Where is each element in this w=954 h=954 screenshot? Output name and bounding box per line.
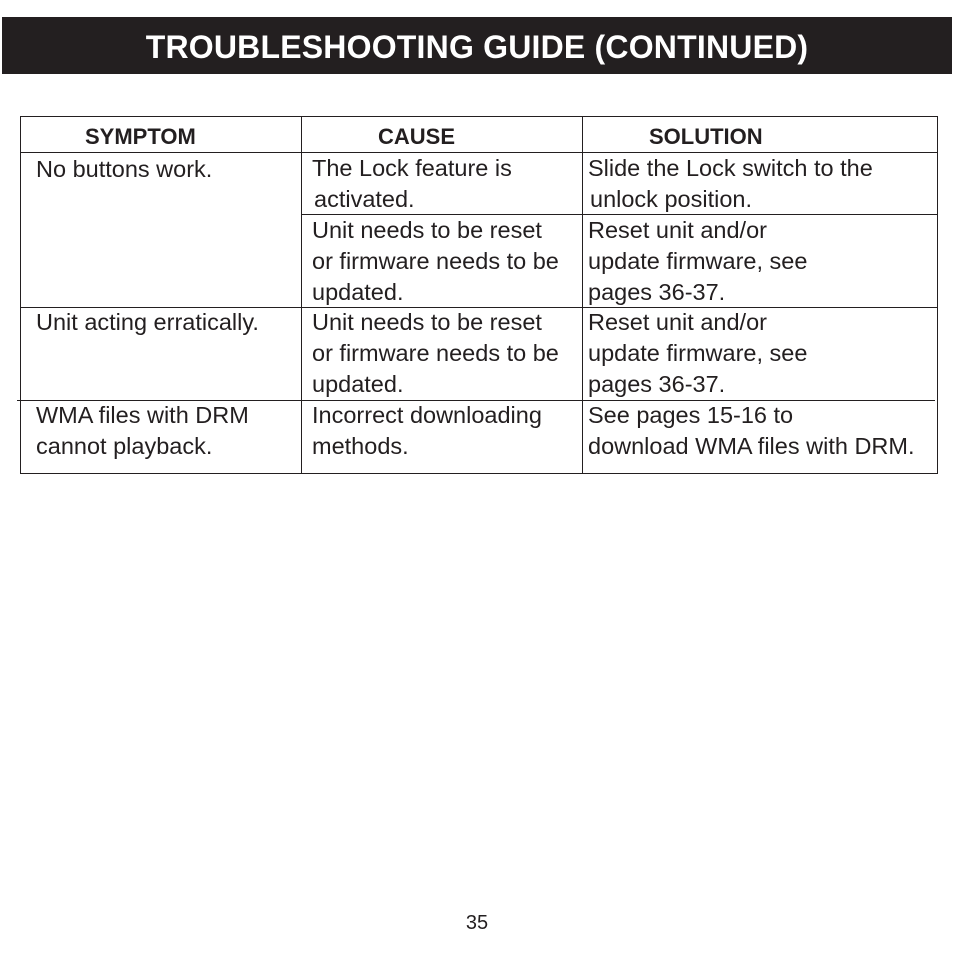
solution-line: download WMA files with DRM.	[588, 432, 915, 459]
cause-line: activated.	[314, 185, 415, 212]
symptom-cell	[36, 400, 249, 462]
troubleshooting-table	[20, 116, 938, 474]
cause-cell	[312, 153, 512, 215]
cause-cell	[312, 215, 559, 307]
solution-cell	[588, 307, 807, 399]
symptom-line: cannot playback.	[36, 432, 213, 459]
title-banner	[2, 17, 952, 74]
cause-line: The Lock feature is	[312, 155, 512, 181]
solution-line: pages 36-37.	[588, 278, 726, 305]
symptom-line: No buttons work.	[36, 156, 213, 182]
symptom-line: WMA files with DRM	[36, 402, 249, 428]
solution-line: update firmware, see	[588, 247, 808, 274]
header-symptom: SYMPTOM	[85, 124, 196, 149]
solution-line: unlock position.	[590, 185, 752, 212]
page-title: TROUBLESHOOTING GUIDE (CONTINUED)	[145, 28, 809, 65]
cause-line: Unit needs to be reset	[312, 217, 542, 243]
cause-line: Incorrect downloading	[312, 402, 542, 428]
cause-cell	[312, 307, 559, 399]
symptom-line: Unit acting erratically.	[36, 309, 259, 335]
solution-cell	[588, 153, 873, 215]
solution-cell	[588, 215, 807, 307]
solution-cell	[588, 400, 915, 462]
cause-line: methods.	[312, 432, 409, 459]
solution-line: Slide the Lock switch to the	[588, 155, 873, 181]
solution-line: Reset unit and/or	[588, 309, 767, 335]
solution-line: See pages 15-16 to	[588, 402, 794, 428]
column-divider	[582, 117, 583, 473]
symptom-cell	[36, 307, 259, 338]
page-number: 35	[465, 912, 489, 934]
symptom-cell	[36, 154, 212, 185]
cause-line: updated.	[312, 370, 404, 397]
cause-line: or firmware needs to be	[312, 247, 559, 274]
cause-cell	[312, 400, 542, 462]
solution-line: pages 36-37.	[588, 370, 726, 397]
cause-line: or firmware needs to be	[312, 339, 559, 366]
header-cause: CAUSE	[378, 124, 456, 149]
solution-line: update firmware, see	[588, 339, 808, 366]
cause-line: updated.	[312, 278, 404, 305]
header-solution: SOLUTION	[649, 124, 763, 149]
solution-line: Reset unit and/or	[588, 217, 767, 243]
cause-line: Unit needs to be reset	[312, 309, 542, 335]
column-divider	[301, 117, 302, 473]
